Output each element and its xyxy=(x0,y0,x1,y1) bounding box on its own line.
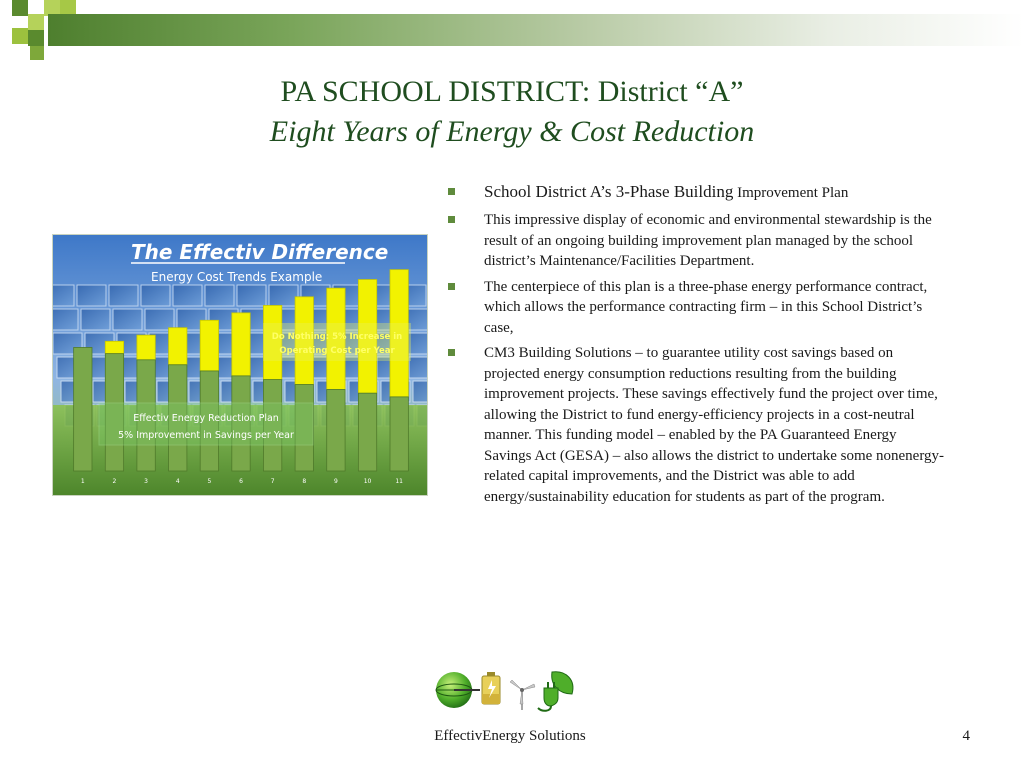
bullet-list xyxy=(446,180,946,512)
bullet-item xyxy=(446,180,946,205)
solar-panel-cell xyxy=(237,285,266,306)
solar-panel-cell xyxy=(77,285,106,306)
x-tick-label: 3 xyxy=(144,478,149,485)
slide-title xyxy=(0,72,1024,152)
bullet-item xyxy=(446,277,946,339)
wind-turbine-icon xyxy=(510,680,535,710)
x-tick-label: 8 xyxy=(302,478,307,485)
bar-plan-segment xyxy=(327,389,345,471)
logo-strip xyxy=(434,664,586,716)
solar-panel-cell xyxy=(409,357,427,378)
chart-svg xyxy=(53,235,427,495)
bar-do-nothing-segment xyxy=(105,341,123,353)
plan-label-line-1: Effectiv Energy Reduction Plan xyxy=(133,413,279,424)
x-tick-label: 7 xyxy=(270,478,275,485)
title-line-1: PA SCHOOL DISTRICT: District “A” xyxy=(280,75,744,108)
header-square xyxy=(30,46,44,60)
bar-do-nothing-segment xyxy=(137,335,155,360)
do-nothing-label-line-1: Do Nothing: 5% Increase in xyxy=(271,332,403,342)
bullet-text: CM3 Building Solutions – to guarantee utility cost savings based on projected energy consumption reductions resulting from the building improvement projects. These savings effectively fund the project over time, allowing the District to fund energy-efficiency projects in a cost-neutral manner. This funding model – enabled by the PA Guaranteed Energy Savings Act (GESA) – also allows the district to undertake some nonenergy-related capital improvements, and the District was able to add energy/sustainability education for students as part of the program. xyxy=(484,345,945,505)
x-tick-label: 4 xyxy=(175,478,180,485)
header-square xyxy=(12,28,28,44)
solar-panel-cell xyxy=(113,309,142,330)
x-tick-label: 6 xyxy=(239,478,243,485)
plan-label-line-2: 5% Improvement in Savings per Year xyxy=(118,430,294,441)
solar-panel-cell xyxy=(141,285,170,306)
bar-do-nothing-segment xyxy=(200,320,218,371)
bar-plan-segment xyxy=(390,397,408,471)
chart-subheading: Energy Cost Trends Example xyxy=(151,270,323,284)
header-decoration xyxy=(0,0,1024,62)
bullet-square-icon xyxy=(448,283,455,290)
bar-plan-segment xyxy=(358,393,376,471)
x-tick-label: 2 xyxy=(112,478,117,485)
solar-panel-cell xyxy=(173,285,202,306)
x-tick-label: 1 xyxy=(80,478,85,485)
footer-company: EffectivEnergy Solutions xyxy=(434,728,586,744)
title-line-2: Eight Years of Energy & Cost Reduction xyxy=(269,115,755,148)
bullet-text: The centerpiece of this plan is a three-phase energy performance contract, which allows the performance contracting firm – in this School District’s case, xyxy=(484,278,928,336)
header-square xyxy=(12,0,28,16)
header-square xyxy=(28,30,44,46)
header-square xyxy=(28,14,44,30)
bullet-square-icon xyxy=(448,349,455,356)
solar-panel-cell xyxy=(269,285,298,306)
bar-do-nothing-segment xyxy=(169,328,187,365)
header-gradient-bar xyxy=(48,14,1024,46)
bullet-text-main: School District A’s 3-Phase Building xyxy=(484,182,734,201)
bar-plan-segment xyxy=(74,347,92,471)
chart-heading: The Effectiv Difference xyxy=(131,240,389,264)
logo-strip-svg xyxy=(434,664,586,716)
solar-panel-cell xyxy=(81,309,110,330)
x-tick-label: 5 xyxy=(207,478,212,485)
energy-cost-chart-image xyxy=(52,234,428,496)
do-nothing-label-line-2: Operating Cost per Year xyxy=(279,346,395,356)
bullet-item xyxy=(446,343,946,507)
x-tick-label: 10 xyxy=(363,478,372,485)
bullet-text: This impressive display of economic and environmental stewardship is the result of an ongoing building improvement plan managed by the school district’s Maintenance/Facilities Department. xyxy=(484,212,932,269)
plug-leaf-icon xyxy=(538,672,573,711)
bar-do-nothing-segment xyxy=(232,313,250,376)
solar-panel-cell xyxy=(205,285,234,306)
solar-panel-cell xyxy=(53,285,74,306)
solar-panel-cell xyxy=(109,285,138,306)
battery-icon xyxy=(482,672,500,704)
solar-panel-cell xyxy=(53,309,78,330)
solar-panel-cell xyxy=(145,309,174,330)
x-tick-label: 11 xyxy=(395,478,404,485)
solar-panel-cell xyxy=(413,381,427,402)
bullet-square-icon xyxy=(448,216,455,223)
page-number: 4 xyxy=(962,728,970,744)
x-tick-label: 9 xyxy=(333,478,338,485)
globe-icon xyxy=(436,672,480,708)
bullet-square-icon xyxy=(448,188,455,195)
bullet-item xyxy=(446,210,946,272)
bullet-text-small: Improvement Plan xyxy=(733,185,849,201)
